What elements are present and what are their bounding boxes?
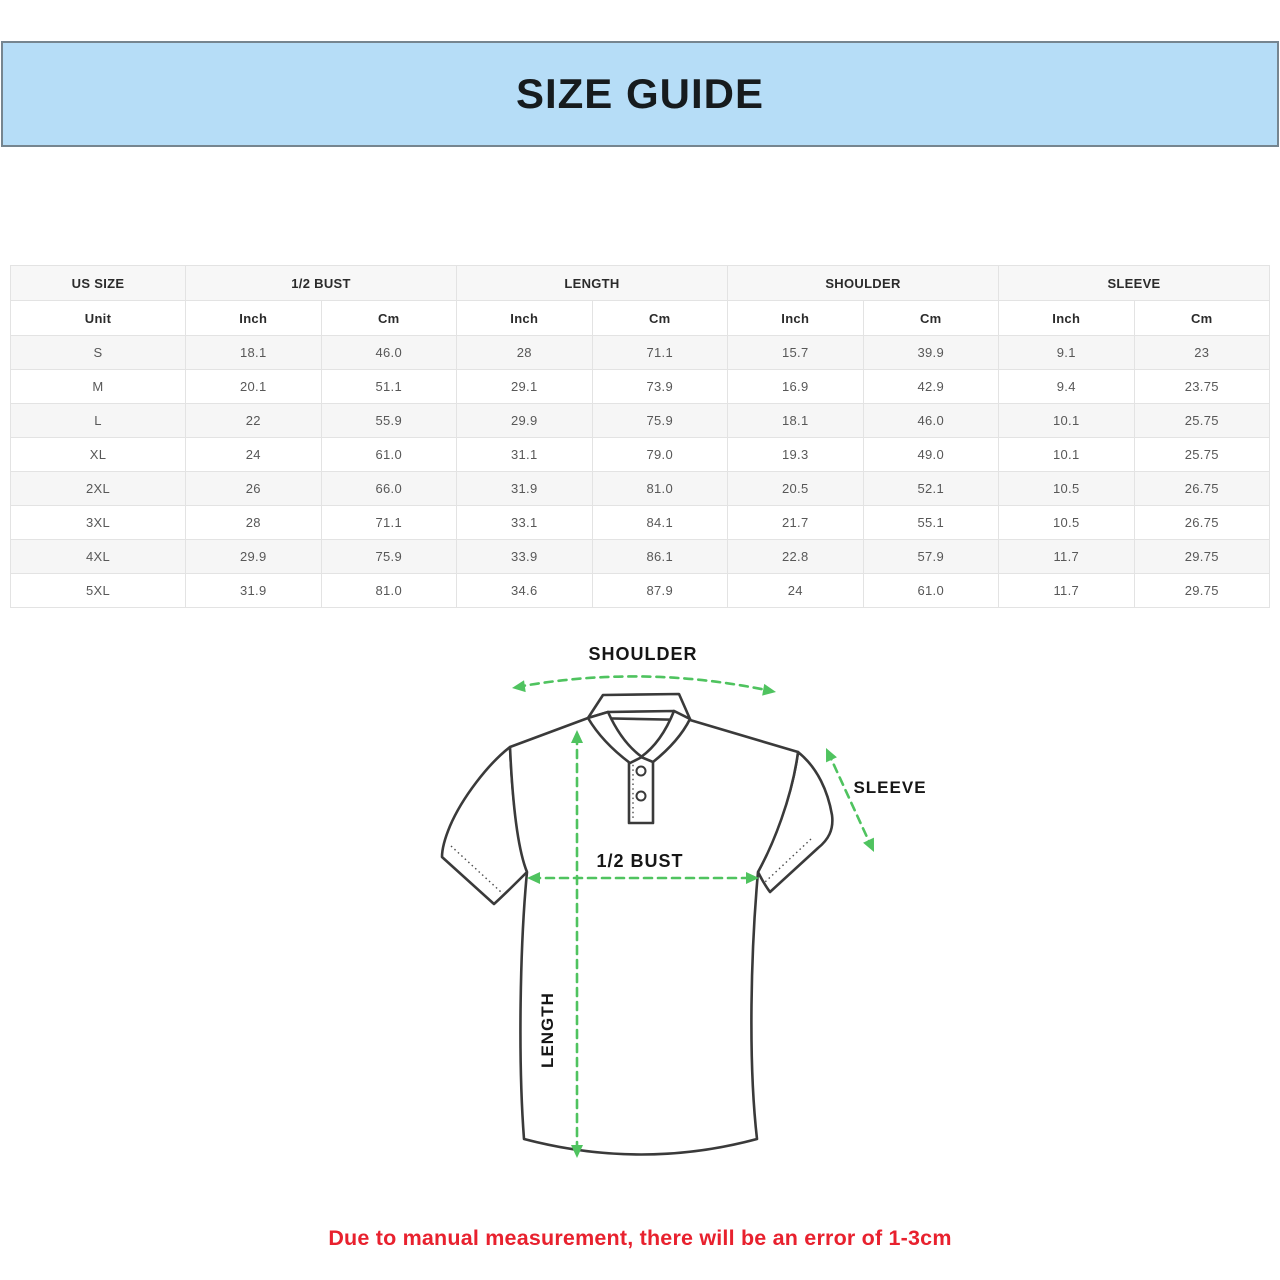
unit-header: Inch: [457, 301, 593, 336]
value-cell: 87.9: [592, 574, 728, 608]
value-cell: 49.0: [863, 438, 999, 472]
measurement-note: Due to manual measurement, there will be an error of 1-3cm: [328, 1226, 952, 1250]
size-table-head: [11, 266, 1270, 336]
value-cell: 18.1: [186, 336, 322, 370]
value-cell: 61.0: [863, 574, 999, 608]
value-cell: 10.5: [999, 472, 1135, 506]
value-cell: 29.1: [457, 370, 593, 404]
value-cell: 26.75: [1134, 472, 1270, 506]
value-cell: 21.7: [728, 506, 864, 540]
value-cell: 28: [457, 336, 593, 370]
sleeve-arrowhead-top: [821, 745, 837, 762]
value-cell: 34.6: [457, 574, 593, 608]
value-cell: 25.75: [1134, 404, 1270, 438]
polo-measurement-diagram: [420, 640, 960, 1200]
value-cell: 79.0: [592, 438, 728, 472]
value-cell: 71.1: [321, 506, 457, 540]
value-cell: 46.0: [863, 404, 999, 438]
size-table-body: [11, 336, 1270, 608]
value-cell: 20.1: [186, 370, 322, 404]
value-cell: 29.75: [1134, 540, 1270, 574]
unit-header: Inch: [186, 301, 322, 336]
unit-header: Cm: [321, 301, 457, 336]
unit-header: Cm: [1134, 301, 1270, 336]
value-cell: 33.1: [457, 506, 593, 540]
value-cell: 11.7: [999, 574, 1135, 608]
size-table: [10, 265, 1270, 608]
column-group-length: LENGTH: [457, 266, 728, 301]
value-cell: 29.75: [1134, 574, 1270, 608]
size-cell: XL: [11, 438, 186, 472]
column-group-sleeve: SLEEVE: [999, 266, 1270, 301]
value-cell: 75.9: [321, 540, 457, 574]
value-cell: 29.9: [457, 404, 593, 438]
bust-label: 1/2 BUST: [596, 851, 684, 871]
value-cell: 73.9: [592, 370, 728, 404]
value-cell: 26: [186, 472, 322, 506]
size-cell: 5XL: [11, 574, 186, 608]
shoulder-arrowhead-left: [511, 680, 526, 694]
unit-header-row: [11, 301, 1270, 336]
value-cell: 16.9: [728, 370, 864, 404]
value-cell: 39.9: [863, 336, 999, 370]
page-title: SIZE GUIDE: [515, 70, 765, 117]
value-cell: 55.9: [321, 404, 457, 438]
column-group-bust: 1/2 BUST: [186, 266, 457, 301]
value-cell: 11.7: [999, 540, 1135, 574]
size-cell: L: [11, 404, 186, 438]
value-cell: 61.0: [321, 438, 457, 472]
size-cell: M: [11, 370, 186, 404]
value-cell: 71.1: [592, 336, 728, 370]
button-top: [637, 767, 646, 776]
column-group-shoulder: SHOULDER: [728, 266, 999, 301]
value-cell: 52.1: [863, 472, 999, 506]
title-banner: [1, 41, 1279, 147]
sleeve-arrowhead-bottom: [863, 838, 879, 855]
value-cell: 25.75: [1134, 438, 1270, 472]
value-cell: 23: [1134, 336, 1270, 370]
sleeve-arrow: [828, 752, 872, 848]
value-cell: 31.1: [457, 438, 593, 472]
value-cell: 24: [728, 574, 864, 608]
value-cell: 20.5: [728, 472, 864, 506]
value-cell: 66.0: [321, 472, 457, 506]
size-cell: 3XL: [11, 506, 186, 540]
sleeve-label: SLEEVE: [853, 778, 927, 797]
unit-header: Cm: [863, 301, 999, 336]
unit-header: Inch: [999, 301, 1135, 336]
value-cell: 84.1: [592, 506, 728, 540]
shoulder-arrowhead-right: [762, 684, 777, 698]
value-cell: 22.8: [728, 540, 864, 574]
value-cell: 55.1: [863, 506, 999, 540]
value-cell: 31.9: [457, 472, 593, 506]
table-row: [11, 472, 1270, 506]
value-cell: 42.9: [863, 370, 999, 404]
value-cell: 19.3: [728, 438, 864, 472]
value-cell: 22: [186, 404, 322, 438]
table-row: [11, 370, 1270, 404]
column-group-us-size: US SIZE: [11, 266, 186, 301]
table-row: [11, 574, 1270, 608]
value-cell: 9.4: [999, 370, 1135, 404]
unit-header: Cm: [592, 301, 728, 336]
size-cell: 4XL: [11, 540, 186, 574]
value-cell: 28: [186, 506, 322, 540]
table-row: [11, 540, 1270, 574]
shoulder-label: SHOULDER: [588, 644, 698, 664]
unit-header: Inch: [728, 301, 864, 336]
value-cell: 9.1: [999, 336, 1135, 370]
size-cell: 2XL: [11, 472, 186, 506]
length-label: LENGTH: [538, 992, 557, 1068]
value-cell: 81.0: [592, 472, 728, 506]
shoulder-arrow: [517, 676, 771, 691]
table-row: [11, 404, 1270, 438]
unit-header: Unit: [11, 301, 186, 336]
size-cell: S: [11, 336, 186, 370]
value-cell: 31.9: [186, 574, 322, 608]
value-cell: 23.75: [1134, 370, 1270, 404]
value-cell: 10.5: [999, 506, 1135, 540]
table-row: [11, 438, 1270, 472]
value-cell: 75.9: [592, 404, 728, 438]
value-cell: 10.1: [999, 438, 1135, 472]
group-header-row: [11, 266, 1270, 301]
value-cell: 24: [186, 438, 322, 472]
value-cell: 29.9: [186, 540, 322, 574]
value-cell: 51.1: [321, 370, 457, 404]
value-cell: 26.75: [1134, 506, 1270, 540]
value-cell: 81.0: [321, 574, 457, 608]
table-row: [11, 336, 1270, 370]
value-cell: 15.7: [728, 336, 864, 370]
value-cell: 10.1: [999, 404, 1135, 438]
value-cell: 33.9: [457, 540, 593, 574]
value-cell: 18.1: [728, 404, 864, 438]
button-bottom: [637, 792, 646, 801]
table-row: [11, 506, 1270, 540]
value-cell: 46.0: [321, 336, 457, 370]
value-cell: 57.9: [863, 540, 999, 574]
value-cell: 86.1: [592, 540, 728, 574]
